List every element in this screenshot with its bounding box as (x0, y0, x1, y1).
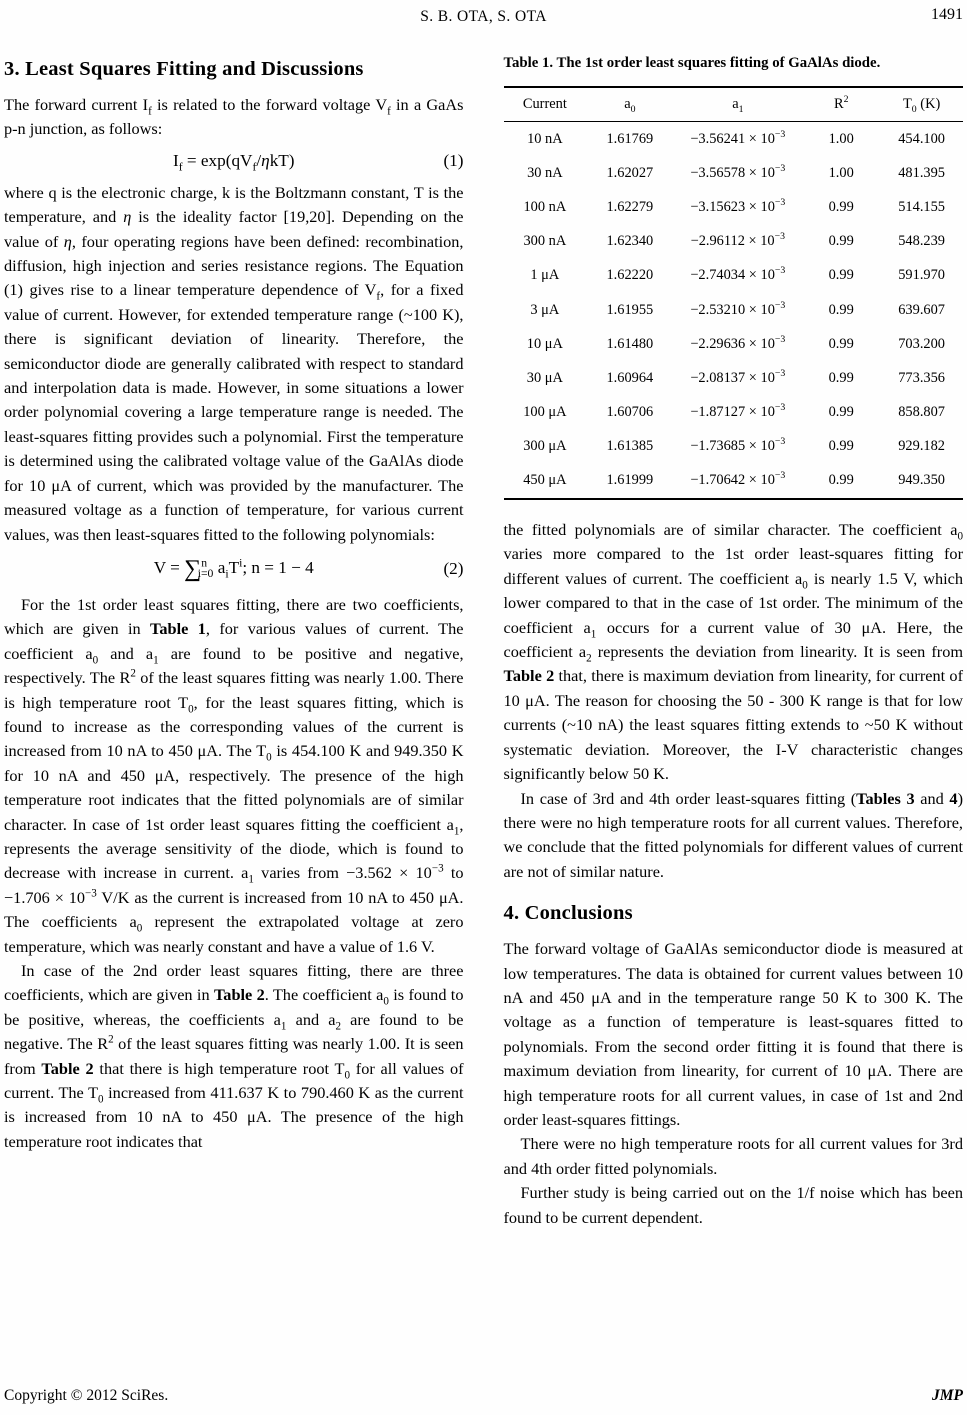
cell-a0: 1.62340 (606, 233, 654, 250)
col-header-t0: $T_0$ (K) (880, 87, 963, 122)
paragraph-first-order: For the 1st order least squares fitting, there are two coefficients, which are given in Table 1, for various values of current. The coefficient $a_0$ and $a_1$ are found to be positive and negative, respectively. The $R^2$ of the least squares fitting was nearly 1.00. There is high temperature root $T_0$, for the least squares fitting, which is found to increase as the corresponding values of the current is increased from 10 nA to 450 μA. The $T_0$ is 454.100 K and 949.350 K for 10 nA and 450 μA, respectively. The presence of the high temperature root indicates that the fitted polynomials are of similar character. In case of 1st order least squares fitting the coefficient $a_1$, represents the average sensitivity of the diode, which is found to decrease with increase in current. $a_1$ varies from $-3.562 \times 10^{-3}$ to $-1.706 \times 10^{-3}$ V/K as the current is increased from 10 nA to 450 μA. The coefficients $a_0$ represent the extrapolated voltage at zero temperature, which was nearly constant and have a value of 1.6 V. (4, 594, 464, 956)
table-row (504, 121, 964, 156)
cell-current: 450 μA (523, 472, 567, 489)
cell-t0: 481.395 (898, 164, 946, 181)
cell-a1: $-3.56241 \times 10^{-3}$ (690, 128, 786, 147)
right-column-text (504, 518, 964, 1230)
cell-a0: 1.61385 (606, 438, 654, 455)
cell-a1: $-2.08137 \times 10^{-3}$ (690, 368, 786, 386)
cell-r2: 0.99 (828, 198, 854, 215)
cell-a0: 1.61999 (606, 472, 654, 489)
cell-a1: $-2.53210 \times 10^{-3}$ (690, 299, 786, 318)
cell-current: 30 μA (526, 369, 563, 386)
equation-1 (4, 150, 464, 174)
paragraph-intro: The forward current $I_f$ is related to the forward voltage $V_f$ in a GaAs p-n junction, as follows: (4, 95, 464, 139)
cell-t0: 703.200 (898, 335, 946, 352)
paragraph-conclusion-1: The forward voltage of GaAlAs semiconductor diode is measured at low temperatures. The data is obtained for current values between 10 nA and 450 μA and in the temperature range 50 K to 300 K. The voltage as a function of temperature is least-squares fitted to polynomials. From the second order fitting it is found that there is maximum deviation from linearity, for current of 10 μA. There are high temperature roots for all current values, in case of 1st and 2nd order least-squares fittings. (503, 939, 963, 1129)
equation-1-number: (1) (443, 150, 464, 170)
table-row (504, 190, 964, 224)
cell-r2: 0.99 (828, 301, 854, 318)
table-row (504, 361, 964, 395)
cell-a0: 1.62027 (606, 164, 654, 181)
journal-abbreviation: JMP (932, 1387, 963, 1404)
paragraph-theory: where q is the electronic charge, k is the Boltzmann constant, T is the temperature, and η is the ideality factor [19,20]. Depending on the value of η, four operating regions have been defined: recombination, diffusion, high injection and series resistance regions. The Equation (1) gives rise to a linear temperature dependence of $V_f$, for a fixed value of current. However, for extended temperature range (~100 K), there is significant deviation of linearity. Therefore, the semiconductor diode are generally calibrated with respect to standard and interpolation data is made. However, in some situations a lower order polynomial covering a large temperature range is needed. The least-squares fitting provides such a polynomial. First the temperature is determined using the calibrated voltage value of the GaAlAs diode for 10 μA of current, which was provided by the manufacturer. The measured voltage as a function of temperature, for various current values, was then least-squares fitted to the following polynomials: (4, 182, 464, 544)
equation-2 (4, 556, 464, 583)
cell-a1: $-2.96112 \times 10^{-3}$ (690, 231, 786, 250)
col-header-a1: $a_1$ (674, 87, 803, 122)
page-header (4, 6, 963, 30)
running-head-authors: S. B. OTA, S. OTA (420, 8, 547, 25)
cell-t0: 591.970 (898, 267, 946, 284)
cell-current: 10 μA (526, 335, 563, 352)
left-column (4, 48, 464, 1230)
paragraph-conclusion-2: There were no high temperature roots for all current values for 3rd and 4th order fitted polynomials. (503, 1134, 963, 1178)
cell-a0: 1.62279 (606, 198, 654, 215)
cell-r2: 0.99 (828, 438, 854, 455)
cell-t0: 639.607 (898, 301, 946, 318)
cell-current: 300 μA (523, 438, 567, 455)
equation-2-number: (2) (443, 559, 464, 579)
table-row (504, 156, 964, 190)
cell-a1: $-1.87127 \times 10^{-3}$ (690, 402, 786, 421)
paragraph-continuation: the fitted polynomials are of similar character. The coefficient $a_0$ varies more compared to the 1st order least-squares fitting for different values of current. The coefficient $a_0$ is nearly 1.5 V, which lower compared to that in the case of 1st order. The minimum of the coefficient $a_1$ occurs for a current value of 30 μA. Here, the coefficient $a_2$ represents the deviation from linearity. It is seen from Table 2 that, there is maximum deviation from linearity, for current of 10 μA. The reason for choosing the 50 - 300 K range is that for low currents (~10 nA) the least squares fitting extends to ~50 K without systematic deviation. Moreover, the I-V characteristic changes significantly below 50 K. (503, 520, 964, 784)
cell-a1: $-3.15623 \times 10^{-3}$ (690, 197, 786, 215)
cell-current: 10 nA (527, 130, 563, 147)
cell-a1: $-1.73685 \times 10^{-3}$ (690, 436, 786, 455)
cell-a1: $-2.74034 \times 10^{-3}$ (690, 265, 786, 284)
cell-current: 3 μA (530, 301, 560, 318)
right-column (504, 48, 964, 1230)
cell-r2: 1.00 (828, 130, 854, 147)
col-header-current: Current (504, 87, 587, 122)
page-footer (4, 1387, 963, 1405)
cell-a1: $-2.29636 \times 10^{-3}$ (690, 333, 786, 352)
table-row (504, 259, 964, 293)
table-row (504, 464, 964, 499)
cell-t0: 548.239 (898, 233, 946, 250)
two-column-layout (4, 48, 963, 1230)
paragraph-conclusion-3: Further study is being carried out on the 1/f noise which has been found to be current dependent. (503, 1183, 963, 1227)
table-row (504, 395, 964, 429)
cell-a0: 1.61769 (606, 130, 654, 147)
col-header-r2: $R^2$ (802, 87, 880, 122)
cell-t0: 929.182 (898, 438, 946, 455)
cell-t0: 773.356 (898, 369, 946, 386)
section-4-heading: 4. Conclusions (503, 902, 633, 925)
cell-current: 1 μA (530, 267, 560, 284)
cell-r2: 0.99 (828, 472, 854, 489)
cell-a0: 1.60964 (606, 369, 654, 386)
cell-current: 300 nA (523, 233, 567, 250)
table-row (504, 293, 964, 327)
table-header-row (504, 87, 964, 122)
cell-r2: 0.99 (828, 369, 854, 386)
paragraph-second-order: In case of the 2nd order least squares fitting, there are three coefficients, which are given in Table 2. The coefficient $a_0$ is found to be positive, whereas, the coefficients $a_1$ and $a_2$ are found to be negative. The $R^2$ of the least squares fitting was nearly 1.00. It is seen from Table 2 that there is high temperature root $T_0$ for all values of current. The $T_0$ increased from 411.637 K to 790.460 K as the current is increased from 10 nA to 450 μA. The presence of the high temperature root indicates that (4, 961, 464, 1151)
cell-a0: 1.60706 (606, 404, 654, 421)
table-1-body (504, 121, 964, 499)
table-1-caption: Table 1. The 1st order least squares fitting of GaAlAs diode. (503, 55, 881, 71)
cell-a0: 1.62220 (606, 267, 654, 284)
copyright-text: Copyright © 2012 SciRes. (4, 1387, 169, 1404)
cell-r2: 1.00 (828, 164, 854, 181)
cell-a1: $-3.56578 \times 10^{-3}$ (690, 162, 786, 181)
cell-current: 100 nA (523, 198, 567, 215)
cell-current: 30 nA (527, 164, 563, 181)
equation-1-body: $I_f = \exp(qV_f/\eta kT)$ (172, 150, 295, 174)
cell-a0: 1.61480 (606, 335, 654, 352)
cell-r2: 0.99 (828, 233, 854, 250)
table-1 (504, 86, 964, 500)
table-row (504, 225, 964, 259)
cell-t0: 858.807 (898, 404, 946, 421)
cell-a1: $-1.70642 \times 10^{-3}$ (690, 470, 786, 489)
page-number: 1491 (931, 6, 963, 23)
cell-a0: 1.61955 (606, 301, 654, 318)
equation-2-body: V = ∑$^n_{i=0}$ $a_iT^i$; n = 1 − 4 (153, 555, 314, 582)
cell-t0: 514.155 (898, 198, 946, 215)
cell-r2: 0.99 (828, 335, 854, 352)
paragraph-higher-order: In case of 3rd and 4th order least-squares fitting (Tables 3 and 4) there were no high temperature roots for all current values. Therefore, we conclude that the fitted polynomials for different values of current are not of similar nature. (503, 788, 963, 881)
cell-t0: 454.100 (898, 130, 946, 147)
table-row (504, 327, 964, 361)
cell-t0: 949.350 (898, 472, 946, 489)
cell-current: 100 μA (523, 404, 567, 421)
cell-r2: 0.99 (828, 404, 854, 421)
cell-r2: 0.99 (828, 267, 854, 284)
section-3-heading: 3. Least Squares Fitting and Discussions (4, 58, 364, 80)
table-row (504, 430, 964, 464)
col-header-a0: $a_0$ (586, 87, 673, 122)
table-1-header (504, 87, 964, 122)
